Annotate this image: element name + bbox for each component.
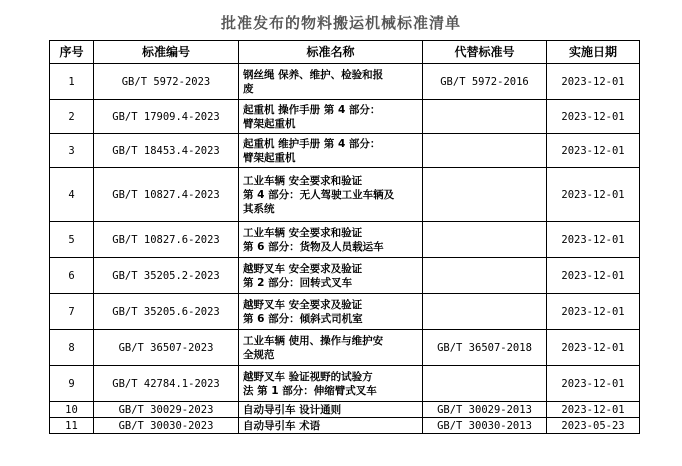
row-number: 1 [50,64,94,100]
standard-code: GB/T 35205.2-2023 [94,258,239,294]
standard-name-line: 全规范 [243,348,275,361]
table-row [50,64,640,100]
row-number: 3 [50,134,94,168]
effective-date: 2023-05-23 [547,418,640,434]
header-date: 实施日期 [547,41,640,64]
standard-name [239,134,423,168]
standard-name-line: 越野叉车 验证视野的试验方 [243,370,373,383]
standard-name-line: 越野叉车 安全要求及验证 [243,298,363,311]
standard-code: GB/T 35205.6-2023 [94,294,239,330]
standard-name [239,168,423,222]
standard-name-line: 其系统 [243,202,275,215]
standard-name-line: 越野叉车 安全要求及验证 [243,262,363,275]
standard-name [239,64,423,100]
effective-date: 2023-12-01 [547,222,640,258]
standard-code: GB/T 10827.4-2023 [94,168,239,222]
standard-name [239,366,423,402]
effective-date: 2023-12-01 [547,366,640,402]
replaced-standard [423,168,547,222]
row-number: 8 [50,330,94,366]
replaced-standard [423,222,547,258]
table-body [50,64,640,434]
header-code: 标准编号 [94,41,239,64]
standard-name [239,100,423,134]
table-row [50,418,640,434]
effective-date: 2023-12-01 [547,402,640,418]
table-row [50,402,640,418]
replaced-standard [423,366,547,402]
table-row [50,168,640,222]
standard-name-line: 工业车辆 安全要求和验证 [243,226,363,239]
table-header-row [50,41,640,64]
standard-name [239,418,423,434]
effective-date: 2023-12-01 [547,294,640,330]
header-replaced: 代替标准号 [423,41,547,64]
replaced-standard: GB/T 36507-2018 [423,330,547,366]
standard-name [239,222,423,258]
standard-name [239,294,423,330]
row-number: 7 [50,294,94,330]
standard-name-line: 第 4 部分：无人驾驶工业车辆及 [243,188,395,201]
table-row [50,222,640,258]
standard-code: GB/T 30029-2023 [94,402,239,418]
table-row [50,294,640,330]
replaced-standard [423,134,547,168]
replaced-standard: GB/T 5972-2016 [423,64,547,100]
document-title: 批准发布的物料搬运机械标准清单 [220,14,461,32]
standard-name-line: 起重机 操作手册 第 4 部分： [243,103,381,116]
replaced-standard: GB/T 30029-2013 [423,402,547,418]
standard-name-line: 臂架起重机 [243,117,296,130]
table-row [50,330,640,366]
standard-code: GB/T 18453.4-2023 [94,134,239,168]
effective-date: 2023-12-01 [547,258,640,294]
effective-date: 2023-12-01 [547,100,640,134]
row-number: 9 [50,366,94,402]
standard-code: GB/T 30030-2023 [94,418,239,434]
standard-name-line: 钢丝绳 保养、维护、检验和报 [243,68,384,81]
effective-date: 2023-12-01 [547,168,640,222]
standard-name-line: 法 第 1 部分：伸缩臂式叉车 [243,384,377,397]
effective-date: 2023-12-01 [547,134,640,168]
standard-name-line: 起重机 维护手册 第 4 部分： [243,137,381,150]
standard-name-line: 第 6 部分：货物及人员载运车 [243,240,384,253]
header-no: 序号 [50,41,94,64]
row-number: 5 [50,222,94,258]
row-number: 4 [50,168,94,222]
replaced-standard [423,294,547,330]
standard-name [239,402,423,418]
standard-name [239,330,423,366]
standard-name-line: 第 6 部分：倾斜式司机室 [243,312,363,325]
standard-name-line: 工业车辆 安全要求和验证 [243,174,363,187]
standard-name-line: 废 [243,82,254,95]
standard-code: GB/T 36507-2023 [94,330,239,366]
standard-code: GB/T 42784.1-2023 [94,366,239,402]
header-name: 标准名称 [239,41,423,64]
table-row [50,366,640,402]
effective-date: 2023-12-01 [547,330,640,366]
row-number: 11 [50,418,94,434]
standard-name-line: 第 2 部分：回转式叉车 [243,276,353,289]
table-row [50,100,640,134]
replaced-standard [423,258,547,294]
table-row [50,258,640,294]
effective-date: 2023-12-01 [547,64,640,100]
table-row [50,134,640,168]
standard-name [239,258,423,294]
standard-name-line: 臂架起重机 [243,151,296,164]
standard-code: GB/T 10827.6-2023 [94,222,239,258]
standard-code: GB/T 5972-2023 [94,64,239,100]
standard-code: GB/T 17909.4-2023 [94,100,239,134]
standards-table [49,40,640,434]
replaced-standard [423,100,547,134]
standard-name-line: 工业车辆 使用、操作与维护安 [243,334,384,347]
replaced-standard: GB/T 30030-2013 [423,418,547,434]
row-number: 6 [50,258,94,294]
standard-name-line: 自动导引车 术语 [243,419,321,432]
row-number: 2 [50,100,94,134]
standard-name-line: 自动导引车 设计通则 [243,403,342,416]
row-number: 10 [50,402,94,418]
